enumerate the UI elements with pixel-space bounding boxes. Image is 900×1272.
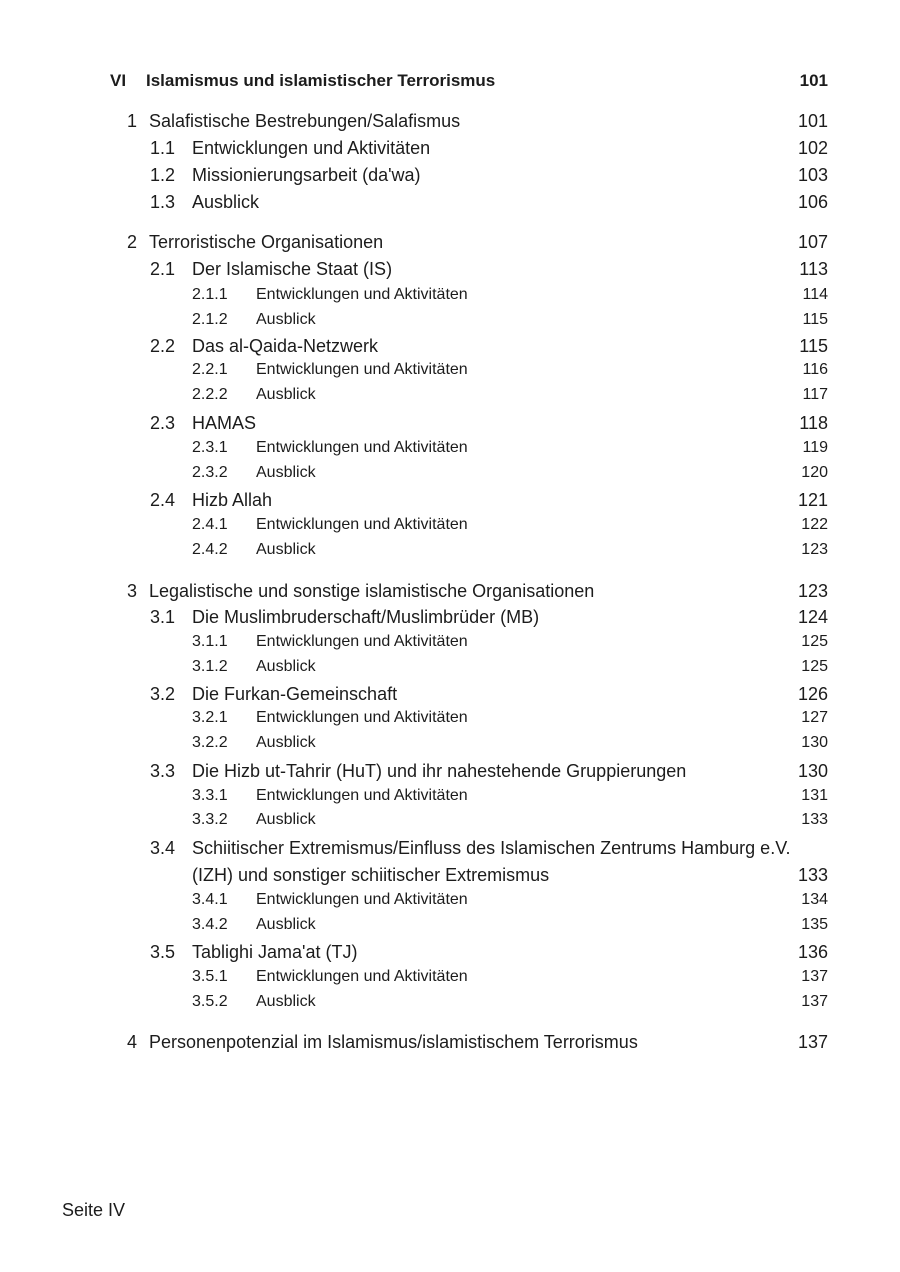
toc-entry-page: 137 [797, 1032, 828, 1052]
toc-entry-page: 118 [799, 413, 828, 433]
toc-entry-title: Tablighi Jama'at (TJ) [192, 942, 358, 962]
toc-entry-title: Entwicklungen und Aktivitäten [256, 361, 468, 378]
toc-entry-title: Ausblick [256, 734, 316, 751]
toc-entry-title: Ausblick [256, 811, 316, 828]
toc-entry-number: VI [110, 71, 127, 90]
toc-entry-page: 101 [797, 111, 828, 131]
toc-entry-number: 1.3 [150, 192, 176, 212]
toc-entry-page: 101 [799, 71, 828, 90]
toc-entry-title: Die Furkan-Gemeinschaft [192, 684, 398, 704]
toc-entry-title: Entwicklungen und Aktivitäten [256, 286, 468, 303]
toc-entry-number: 3.4.2 [192, 916, 228, 933]
toc-entry-number: 3.3 [150, 761, 176, 781]
toc-entry-number: 4 [127, 1032, 138, 1052]
toc-entry-title: Die Hizb ut-Tahrir (HuT) und ihr nahestehende Gruppierungen [192, 761, 687, 781]
toc-entry-title: Ausblick [256, 311, 316, 328]
toc-entry-number: 3.4.1 [192, 891, 228, 908]
toc-entry-title: Terroristische Organisationen [149, 232, 384, 252]
toc-entry-number: 2 [127, 232, 138, 252]
toc-entry-number: 2.3 [150, 413, 176, 433]
toc-entry-number: 3.1.1 [192, 633, 228, 650]
toc-entry-title: Ausblick [256, 658, 316, 675]
toc-entry-page: 125 [801, 633, 828, 650]
toc-entry-number: 2.3.1 [192, 439, 228, 456]
toc-entry-page: 102 [797, 138, 828, 158]
toc-entry-number: 2.1.1 [192, 286, 228, 303]
toc-entry-page: 137 [801, 993, 828, 1010]
toc-entry-number: 3.1.2 [192, 658, 228, 675]
toc-entry-title: Entwicklungen und Aktivitäten [256, 891, 468, 908]
toc-entry-number: 2.4.1 [192, 516, 228, 533]
toc-entry-title: Entwicklungen und Aktivitäten [256, 633, 468, 650]
toc-entry-page: 126 [797, 684, 828, 704]
toc-entry-number: 3 [127, 581, 138, 601]
toc-entry-title: Ausblick [256, 386, 316, 403]
toc-entry-number: 3.5.1 [192, 968, 228, 985]
toc-entry-page: 113 [799, 259, 828, 279]
toc-entry-page: 103 [797, 165, 828, 185]
toc-entry-number: 2.3.2 [192, 464, 228, 481]
toc-entry-number: 2.1.2 [192, 311, 228, 328]
toc-entry-title: Ausblick [256, 464, 316, 481]
toc-entry-page: 133 [801, 811, 828, 828]
toc-entry-title: Ausblick [256, 541, 316, 558]
toc-entry-page: 107 [797, 232, 828, 252]
toc-entry-title: Die Muslimbruderschaft/Muslimbrüder (MB) [192, 607, 540, 627]
toc-entry-title: Missionierungsarbeit (da'wa) [192, 165, 421, 185]
toc-entry-number: 3.5 [150, 942, 176, 962]
toc-entry-title: Entwicklungen und Aktivitäten [256, 709, 468, 726]
toc-entry-page: 124 [797, 607, 828, 627]
toc-entry-page: 125 [801, 658, 828, 675]
toc-entry-title: Entwicklungen und Aktivitäten [256, 968, 468, 985]
toc-entry-page: 135 [801, 916, 828, 933]
toc-entry-number: 3.2.2 [192, 734, 228, 751]
toc-entry-title: Salafistische Bestrebungen/Salafismus [149, 111, 461, 131]
toc-entry-number: 3.2 [150, 684, 176, 704]
toc-entry-page: 119 [802, 439, 828, 456]
toc-entry-page: 131 [801, 787, 828, 804]
toc-entry-title: Entwicklungen und Aktivitäten [256, 439, 468, 456]
toc-entry-page: 127 [801, 709, 828, 726]
toc-entry-title: Entwicklungen und Aktivitäten [256, 787, 468, 804]
toc-entry-page: 117 [802, 386, 828, 403]
toc-entry-page: 137 [801, 968, 828, 985]
toc-entry-title: Ausblick [256, 993, 316, 1010]
toc-entry-number: 3.4 [150, 838, 176, 858]
toc-entry-title: Legalistische und sonstige islamistische Organisationen [149, 581, 595, 601]
toc-entry-title: Der Islamische Staat (IS) [192, 259, 393, 279]
toc-entry-page: 123 [797, 581, 828, 601]
toc-entry-title: Ausblick [256, 916, 316, 933]
toc-entry-page: 136 [797, 942, 828, 962]
toc-entry-page: 130 [797, 761, 828, 781]
toc-entry-title: Islamismus und islamistischer Terrorismus [146, 71, 496, 90]
toc-entry-number: 3.5.2 [192, 993, 228, 1010]
toc-entry-title: Schiitischer Extremismus/Einfluss des Islamischen Zentrums Hamburg e.V. [192, 838, 791, 858]
toc-entry-page: 123 [801, 541, 828, 558]
toc-entry-number: 2.2.2 [192, 386, 228, 403]
toc-entry-number: 1.2 [150, 165, 176, 185]
toc-entry-page: 133 [797, 865, 828, 885]
toc-entry-page: 122 [801, 516, 828, 533]
toc-entry-number: 2.2.1 [192, 361, 228, 378]
toc-entry-page: 120 [801, 464, 828, 481]
toc-entry-number: 1 [127, 111, 138, 131]
toc-entry-title: Personenpotenzial im Islamismus/islamistischem Terrorismus [149, 1032, 638, 1052]
toc-entry-number: 3.3.2 [192, 811, 228, 828]
toc-entry-page: 115 [802, 311, 828, 328]
toc-entry-page: 130 [801, 734, 828, 751]
toc-entry-page: 106 [797, 192, 828, 212]
toc-entry-page: 134 [801, 891, 828, 908]
toc-entry-title: Entwicklungen und Aktivitäten [256, 516, 468, 533]
toc-entry-number: 3.1 [150, 607, 176, 627]
toc-entry-title: (IZH) und sonstiger schiitischer Extremismus [192, 865, 550, 885]
toc-entry-title: Entwicklungen und Aktivitäten [192, 138, 431, 158]
toc-entry-number: 2.4.2 [192, 541, 228, 558]
toc-entry-number: 2.1 [150, 259, 176, 279]
toc-entry-title: Ausblick [192, 192, 260, 212]
toc-entry-title: HAMAS [192, 413, 257, 433]
toc-entry-number: 2.4 [150, 490, 176, 510]
toc-entry-title: Hizb Allah [192, 490, 273, 510]
toc-entry-number: 1.1 [150, 138, 176, 158]
toc-entry-page: 116 [802, 361, 828, 378]
page-number-footer: Seite IV [62, 1200, 126, 1220]
toc-entry-page: 114 [802, 286, 828, 303]
toc-entry-number: 3.2.1 [192, 709, 228, 726]
toc-entry-page: 121 [797, 490, 828, 510]
toc-entry-title: Das al-Qaida-Netzwerk [192, 336, 379, 356]
toc-entry-page: 115 [799, 336, 828, 356]
toc-entry-number: 2.2 [150, 336, 176, 356]
toc-entry-number: 3.3.1 [192, 787, 228, 804]
